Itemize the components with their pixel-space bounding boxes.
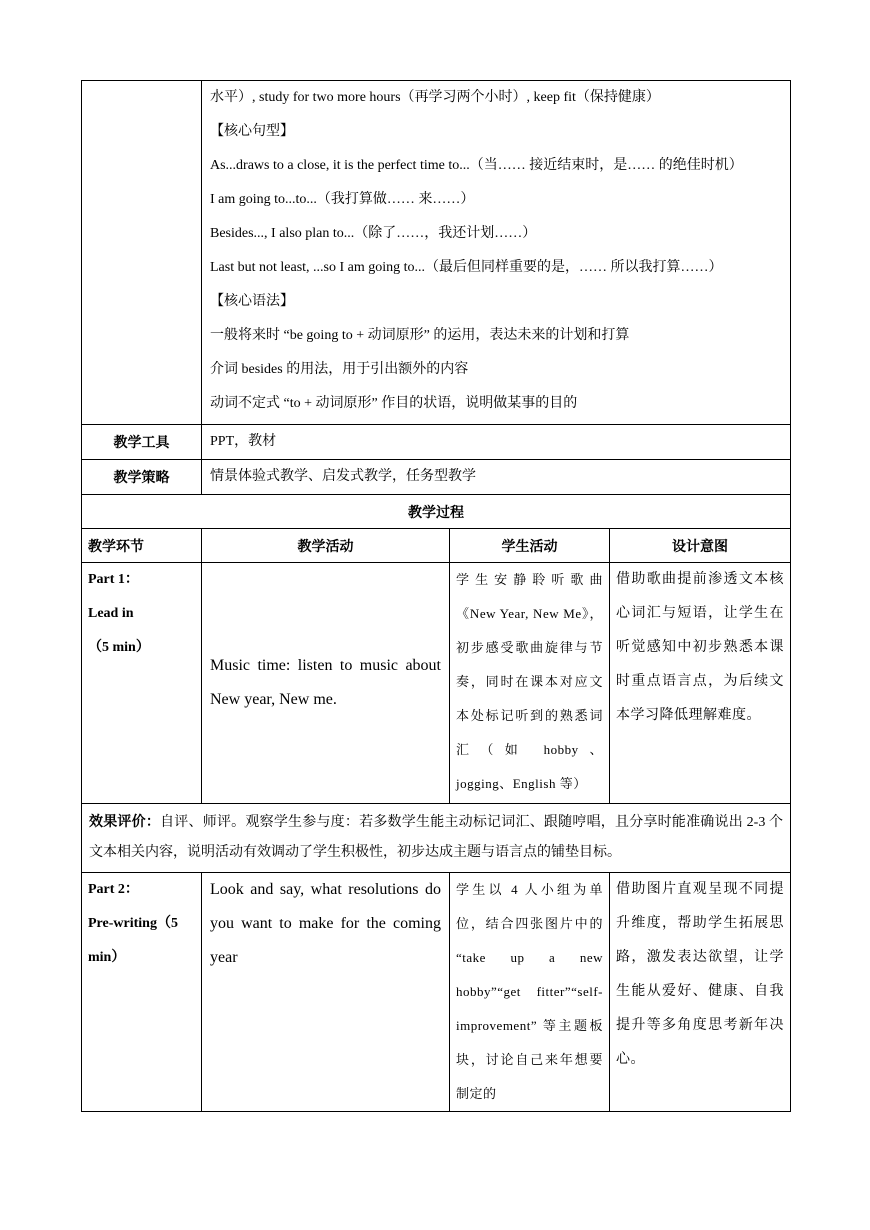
part2-teacher-activity: Look and say, what resolutions do you want to make for the coming year xyxy=(202,873,450,1112)
process-title-row xyxy=(82,495,791,529)
tools-row xyxy=(82,425,791,460)
evaluation-label: 效果评价： xyxy=(89,815,161,830)
tools-value: PPT，教材 xyxy=(202,425,791,460)
key-content-cell xyxy=(202,81,791,425)
part2-stage-time: min） xyxy=(88,950,126,965)
key-content-line: 一般将来时 “be going to + 动词原形” 的运用，表达未来的计划和打算 xyxy=(210,328,630,343)
key-content-line: I am going to...to...（我打算做…… 来……） xyxy=(210,192,475,207)
header-student-activity: 学生活动 xyxy=(450,529,610,563)
evaluation-row xyxy=(82,804,791,873)
part2-row xyxy=(82,873,791,1112)
key-content-line: 【核心语法】 xyxy=(210,294,294,309)
part2-stage-cell xyxy=(82,873,202,1112)
key-content-line: 介词 besides 的用法，用于引出额外的内容 xyxy=(210,362,469,377)
key-content-line: Besides..., I also plan to...（除了……，我还计划……） xyxy=(210,226,537,241)
part1-stage-cell xyxy=(82,563,202,804)
part1-stage-time: （5 min） xyxy=(88,640,150,655)
key-content-line: 动词不定式 “to + 动词原形” 作目的状语，说明做某事的目的 xyxy=(210,396,578,411)
strategy-label: 教学策略 xyxy=(82,460,202,495)
key-content-lines xyxy=(202,81,790,421)
key-content-line: 【核心句型】 xyxy=(210,124,294,139)
part1-stage-name: Lead in xyxy=(88,606,134,621)
part2-student-activity: 学生以 4 人小组为单位，结合四张图片中的 “take up a new hobby”“get fitter”“self-improvement” 等主题板块，讨论自己来年想要制定的 xyxy=(450,873,610,1112)
part2-stage-title: Part 2： xyxy=(88,882,139,897)
part1-row xyxy=(82,563,791,804)
key-content-label-cell xyxy=(82,81,202,425)
part2-stage-name: Pre-writing（5 xyxy=(88,916,178,931)
part1-student-activity: 学生安静聆听歌曲《New Year, New Me》，初步感受歌曲旋律与节奏，同时在课本对应文本处标记听到的熟悉词汇（如 hobby、jogging、English 等） xyxy=(450,563,610,804)
lesson-plan-table xyxy=(81,80,791,1112)
key-content-line: 水平）, study for two more hours（再学习两个小时）, keep fit（保持健康） xyxy=(210,90,660,105)
strategy-row xyxy=(82,460,791,495)
key-content-row xyxy=(82,81,791,425)
evaluation-cell xyxy=(82,804,791,873)
key-content-line: Last but not least, ...so I am going to...（最后但同样重要的是，…… 所以我打算……） xyxy=(210,260,723,275)
part1-design-intent: 借助歌曲提前渗透文本核心词汇与短语，让学生在听觉感知中初步熟悉本课时重点语言点，为后续文本学习降低理解难度。 xyxy=(610,563,791,804)
header-design-intent: 设计意图 xyxy=(610,529,791,563)
key-content-line: As...draws to a close, it is the perfect time to...（当…… 接近结束时，是…… 的绝佳时机） xyxy=(210,158,743,173)
strategy-value: 情景体验式教学、启发式教学，任务型教学 xyxy=(202,460,791,495)
part1-teacher-activity: Music time: listen to music about New year, New me. xyxy=(202,563,450,804)
evaluation-text: 自评、师评。观察学生参与度：若多数学生能主动标记词汇、跟随哼唱，且分享时能准确说出 2-3 个文本相关内容，说明活动有效调动了学生积极性，初步达成主题与语言点的铺垫目标。 xyxy=(89,815,784,860)
part1-stage-title: Part 1： xyxy=(88,572,139,587)
process-title: 教学过程 xyxy=(82,495,791,529)
header-stage: 教学环节 xyxy=(82,529,202,563)
process-header-row xyxy=(82,529,791,563)
tools-label: 教学工具 xyxy=(82,425,202,460)
part2-design-intent: 借助图片直观呈现不同提升维度，帮助学生拓展思路，激发表达欲望，让学生能从爱好、健康、自我提升等多角度思考新年决心。 xyxy=(610,873,791,1112)
header-teacher-activity: 教学活动 xyxy=(202,529,450,563)
